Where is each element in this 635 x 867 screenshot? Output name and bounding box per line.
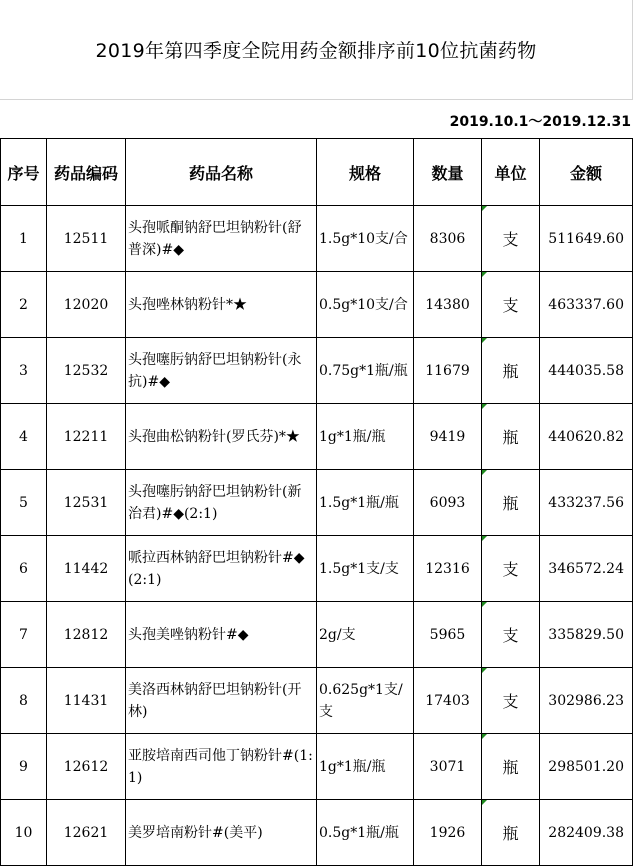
cell-code[interactable]: 12531 [47,470,126,536]
report-title: 2019年第四季度全院用药金额排序前10位抗菌药物 [95,40,537,62]
cell-qty[interactable]: 3071 [414,734,482,800]
cell-amount[interactable]: 463337.60 [540,272,633,338]
cell-unit[interactable]: 支 [482,668,540,734]
cell-code[interactable]: 12511 [47,206,126,272]
cell-code[interactable]: 12532 [47,338,126,404]
cell-spec[interactable]: 0.75g*1瓶/瓶 [317,338,414,404]
cell-code[interactable]: 11442 [47,536,126,602]
cell-drug-name[interactable]: 亚胺培南西司他丁钠粉针#(1:1) [126,734,317,800]
date-range[interactable]: 2019.10.1～2019.12.31 [449,114,631,130]
cell-qty[interactable]: 14380 [414,272,482,338]
cell-drug-name[interactable]: 头孢唑林钠粉针*★ [126,272,317,338]
table-row [1,800,633,866]
header-code[interactable]: 药品编码 [47,139,126,206]
cell-code[interactable]: 12621 [47,800,126,866]
cell-drug-name[interactable]: 头孢噻肟钠舒巴坦钠粉针(永抗)#◆ [126,338,317,404]
antibiotic-table [0,138,633,866]
table-row [1,404,633,470]
cell-code[interactable]: 12612 [47,734,126,800]
cell-code[interactable]: 11431 [47,668,126,734]
cell-unit[interactable]: 支 [482,602,540,668]
cell-amount[interactable]: 440620.82 [540,404,633,470]
cell-seq[interactable]: 2 [1,272,47,338]
cell-spec[interactable]: 1.5g*1瓶/瓶 [317,470,414,536]
cell-spec[interactable]: 1.5g*1支/支 [317,536,414,602]
cell-qty[interactable]: 9419 [414,404,482,470]
header-spec[interactable]: 规格 [317,139,414,206]
header-qty[interactable]: 数量 [414,139,482,206]
cell-drug-name[interactable]: 美罗培南粉针#(美平) [126,800,317,866]
cell-code[interactable]: 12211 [47,404,126,470]
cell-spec[interactable]: 1g*1瓶/瓶 [317,734,414,800]
cell-seq[interactable]: 6 [1,536,47,602]
cell-unit[interactable]: 瓶 [482,734,540,800]
cell-drug-name[interactable]: 哌拉西林钠舒巴坦钠粉针#◆(2:1) [126,536,317,602]
cell-drug-name[interactable]: 头孢噻肟钠舒巴坦钠粉针(新治君)#◆(2:1) [126,470,317,536]
cell-code[interactable]: 12020 [47,272,126,338]
table-row [1,272,633,338]
cell-qty[interactable]: 1926 [414,800,482,866]
cell-seq[interactable]: 7 [1,602,47,668]
cell-unit[interactable]: 支 [482,272,540,338]
cell-amount[interactable]: 302986.23 [540,668,633,734]
table-row [1,668,633,734]
cell-qty[interactable]: 11679 [414,338,482,404]
cell-drug-name[interactable]: 头孢曲松钠粉针(罗氏芬)*★ [126,404,317,470]
cell-spec[interactable]: 2g/支 [317,602,414,668]
cell-qty[interactable]: 8306 [414,206,482,272]
cell-spec[interactable]: 0.5g*10支/合 [317,272,414,338]
cell-qty[interactable]: 5965 [414,602,482,668]
table-row [1,338,633,404]
cell-spec[interactable]: 1g*1瓶/瓶 [317,404,414,470]
header-unit[interactable]: 单位 [482,139,540,206]
cell-qty[interactable]: 17403 [414,668,482,734]
cell-seq[interactable]: 3 [1,338,47,404]
cell-code[interactable]: 12812 [47,602,126,668]
header-amount[interactable]: 金额 [540,139,633,206]
cell-amount[interactable]: 511649.60 [540,206,633,272]
cell-unit[interactable]: 瓶 [482,404,540,470]
cell-seq[interactable]: 10 [1,800,47,866]
cell-qty[interactable]: 6093 [414,470,482,536]
cell-unit[interactable]: 瓶 [482,470,540,536]
header-name[interactable]: 药品名称 [126,139,317,206]
cell-seq[interactable]: 4 [1,404,47,470]
cell-spec[interactable]: 0.625g*1支/支 [317,668,414,734]
cell-unit[interactable]: 支 [482,536,540,602]
cell-amount[interactable]: 346572.24 [540,536,633,602]
table-row [1,602,633,668]
cell-unit[interactable]: 支 [482,206,540,272]
cell-amount[interactable]: 335829.50 [540,602,633,668]
cell-seq[interactable]: 5 [1,470,47,536]
cell-drug-name[interactable]: 头孢哌酮钠舒巴坦钠粉针(舒普深)#◆ [126,206,317,272]
cell-drug-name[interactable]: 美洛西林钠舒巴坦钠粉针(开林) [126,668,317,734]
cell-seq[interactable]: 9 [1,734,47,800]
cell-spec[interactable]: 0.5g*1瓶/瓶 [317,800,414,866]
header-row [1,139,633,206]
header-seq[interactable]: 序号 [1,139,47,206]
cell-seq[interactable]: 1 [1,206,47,272]
cell-qty[interactable]: 12316 [414,536,482,602]
cell-unit[interactable]: 瓶 [482,338,540,404]
cell-unit[interactable]: 瓶 [482,800,540,866]
table-row [1,470,633,536]
table-row [1,734,633,800]
cell-seq[interactable]: 8 [1,668,47,734]
table-row [1,536,633,602]
cell-spec[interactable]: 1.5g*10支/合 [317,206,414,272]
cell-amount[interactable]: 298501.20 [540,734,633,800]
cell-drug-name[interactable]: 头孢美唑钠粉针#◆ [126,602,317,668]
cell-amount[interactable]: 444035.58 [540,338,633,404]
cell-amount[interactable]: 433237.56 [540,470,633,536]
table-row [1,206,633,272]
cell-amount[interactable]: 282409.38 [540,800,633,866]
title-cell[interactable] [0,0,633,100]
